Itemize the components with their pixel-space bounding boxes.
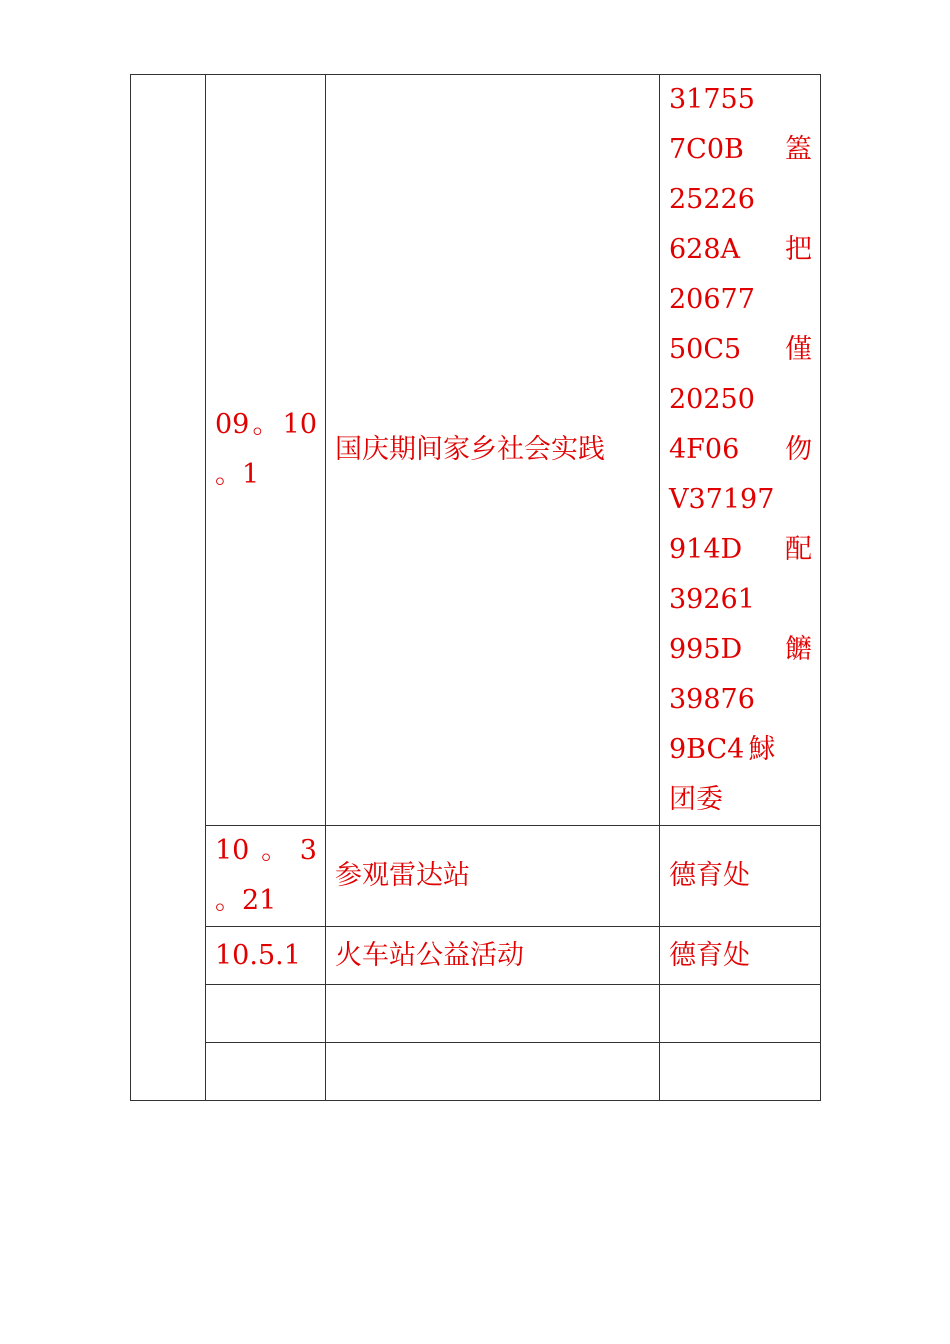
date-cell xyxy=(206,826,326,927)
code-char: 伆 xyxy=(785,434,812,465)
department-cell xyxy=(660,75,821,826)
code-line xyxy=(669,325,812,375)
date-line: 。21 xyxy=(215,885,277,916)
code-value: 995D xyxy=(669,634,743,665)
code-value: 628A xyxy=(669,234,741,265)
date-part: 09 xyxy=(215,409,250,440)
code-line xyxy=(669,175,812,225)
date-part: 3 xyxy=(299,835,317,866)
table-row xyxy=(131,1043,821,1101)
department-cell: 德育处 xyxy=(660,927,821,985)
code-value: 7C0B xyxy=(669,134,744,165)
code-line xyxy=(669,675,812,725)
activity-schedule-table xyxy=(130,74,821,1101)
table-row xyxy=(131,927,821,985)
code-char: 篕 xyxy=(785,134,812,165)
code-value: 31755 xyxy=(669,84,755,115)
code-value: 50C5 xyxy=(669,334,742,365)
code-line xyxy=(669,525,812,575)
code-line xyxy=(669,275,812,325)
activity-cell xyxy=(326,985,660,1043)
activity-cell: 参观雷达站 xyxy=(326,826,660,927)
table-row xyxy=(131,826,821,927)
code-value: 39261 xyxy=(669,584,755,615)
date-separator: 。 xyxy=(252,409,280,440)
code-line xyxy=(669,475,812,525)
activity-cell: 火车站公益活动 xyxy=(326,927,660,985)
date-cell xyxy=(206,1043,326,1101)
table-row xyxy=(131,75,821,826)
activity-cell: 国庆期间家乡社会实践 xyxy=(326,75,660,826)
code-char: 僅 xyxy=(785,334,812,365)
code-value: 20250 xyxy=(669,384,755,415)
date-separator: 。 xyxy=(261,835,289,866)
date-line xyxy=(215,826,317,876)
code-char: 饝 xyxy=(785,634,812,665)
date-cell xyxy=(206,985,326,1043)
code-line xyxy=(669,75,812,125)
code-value: V37197 xyxy=(669,484,775,515)
code-line xyxy=(669,375,812,425)
date-cell: 10.5.1 xyxy=(206,927,326,985)
code-char: 鯄 xyxy=(748,734,776,765)
date-line xyxy=(215,400,317,450)
department-cell xyxy=(660,1043,821,1101)
date-cell xyxy=(206,75,326,826)
department-name: 团委 xyxy=(669,784,723,815)
code-line xyxy=(669,425,812,475)
code-value: 914D xyxy=(669,534,743,565)
code-char: 配 xyxy=(785,534,812,565)
code-value: 4F06 xyxy=(669,434,740,465)
department-cell xyxy=(660,985,821,1043)
code-value: 9BC4 xyxy=(669,734,745,765)
activity-cell xyxy=(326,1043,660,1101)
code-line xyxy=(669,575,812,625)
code-line xyxy=(669,775,812,825)
date-part: 10 xyxy=(282,409,317,440)
code-char: 把 xyxy=(785,234,812,265)
code-value: 25226 xyxy=(669,184,755,215)
code-line xyxy=(669,625,812,675)
table-row xyxy=(131,985,821,1043)
code-line xyxy=(669,225,812,275)
department-cell: 德育处 xyxy=(660,826,821,927)
code-value: 20677 xyxy=(669,284,755,315)
date-part: 10 xyxy=(215,835,250,866)
code-value: 39876 xyxy=(669,684,755,715)
merged-category-cell xyxy=(131,75,206,1101)
code-line xyxy=(669,125,812,175)
date-line: 。1 xyxy=(215,459,260,490)
code-line xyxy=(669,725,812,775)
